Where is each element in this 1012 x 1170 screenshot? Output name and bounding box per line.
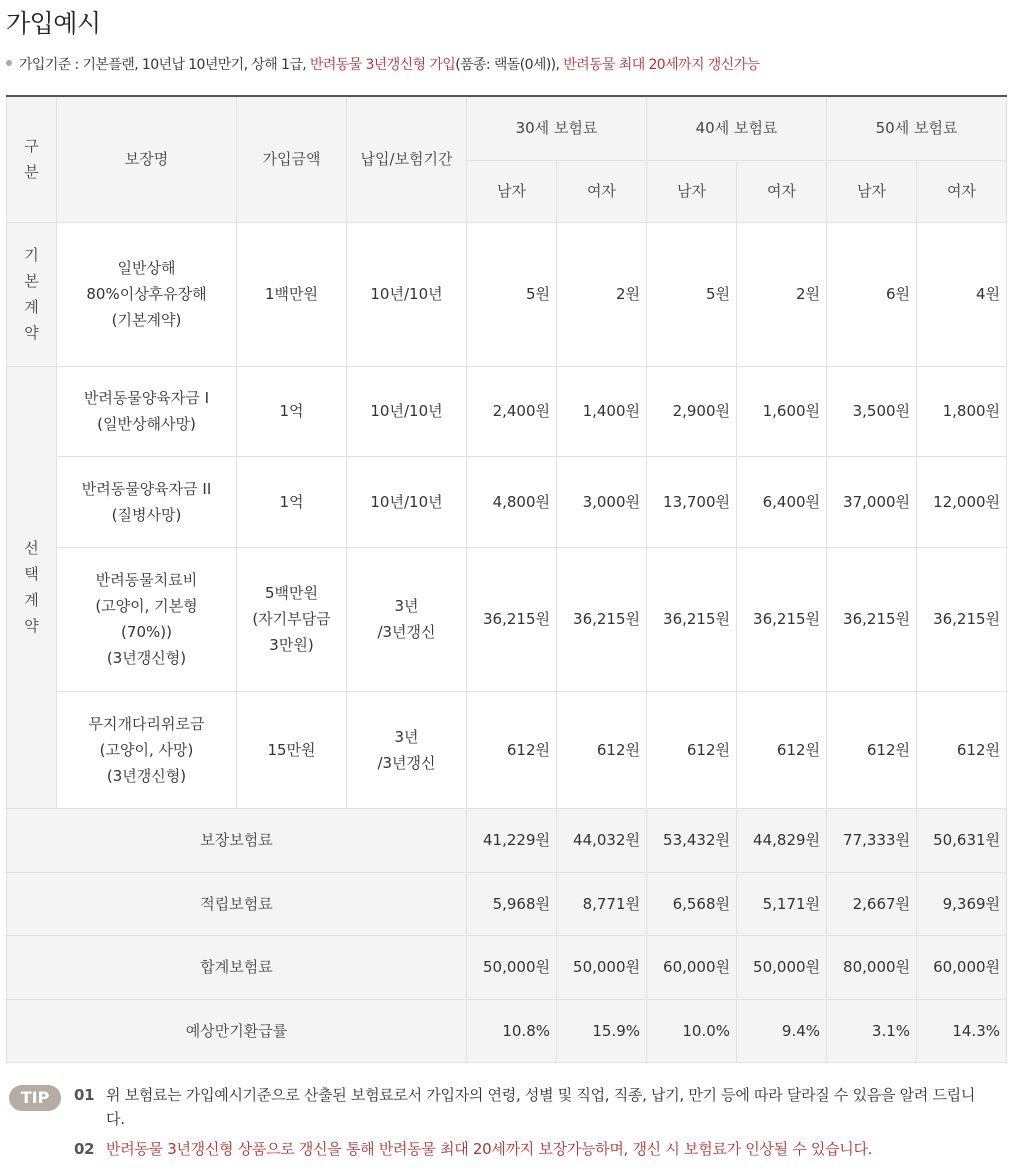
premium-cell: 2,400원 <box>467 366 557 456</box>
summary-value: 5,968원 <box>467 872 557 935</box>
premium-cell: 36,215원 <box>827 547 917 691</box>
summary-value: 5,171원 <box>737 872 827 935</box>
summary-value: 44,829원 <box>737 808 827 872</box>
summary-value: 77,333원 <box>827 808 917 872</box>
summary-value: 9.4% <box>737 999 827 1062</box>
tip-badge: TIP <box>9 1085 61 1111</box>
premium-cell: 36,215원 <box>557 547 647 691</box>
coverage-name: 무지개다리위로금 (고양이, 사망) (3년갱신형) <box>57 691 237 808</box>
coverage-name: 반려동물양육자금 I (일반상해사망) <box>57 366 237 456</box>
summary-value: 80,000원 <box>827 935 917 999</box>
premium-cell: 612원 <box>827 691 917 808</box>
tip-text: 위 보험료는 가입예시기준으로 산출된 보험료로서 가입자의 연령, 성별 및 직업, 직종, 납기, 만기 등에 따라 달라질 수 있음을 알려 드립니다. <box>106 1086 976 1128</box>
summary-value: 14.3% <box>917 999 1007 1062</box>
coverage-amount: 1억 <box>237 366 347 456</box>
summary-value: 3.1% <box>827 999 917 1062</box>
coverage-name: 일반상해 80%이상후유장해 (기본계약) <box>57 222 237 366</box>
coverage-rows <box>7 222 1007 808</box>
premium-cell: 36,215원 <box>647 547 737 691</box>
premium-cell: 36,215원 <box>917 547 1007 691</box>
criteria-highlight-renewal: 반려동물 3년갱신형 가입 <box>309 57 456 73</box>
group-basic-contract: 기본계약 <box>7 222 57 366</box>
coverage-period: 10년/10년 <box>347 456 467 547</box>
premium-cell: 612원 <box>917 691 1007 808</box>
summary-value: 41,229원 <box>467 808 557 872</box>
coverage-amount: 15만원 <box>237 691 347 808</box>
bullet-icon <box>6 60 12 66</box>
header-period: 납입/보험기간 <box>347 96 467 222</box>
coverage-row <box>7 691 1007 808</box>
premium-cell: 5원 <box>467 222 557 366</box>
coverage-amount: 5백만원 (자기부담금 3만원) <box>237 547 347 691</box>
premium-cell: 36,215원 <box>467 547 557 691</box>
summary-rows <box>7 808 1007 1062</box>
premium-cell: 612원 <box>557 691 647 808</box>
page-title: 가입예시 <box>6 9 101 38</box>
coverage-row <box>7 366 1007 456</box>
criteria-highlight-max-age: 반려동물 최대 20세까지 갱신가능 <box>563 57 760 73</box>
tip-item <box>74 1137 976 1161</box>
summary-value: 15.9% <box>557 999 647 1062</box>
summary-value: 50,000원 <box>737 935 827 999</box>
criteria-text: 가입기준 : 기본플랜, 10년납 10년만기, 상해 1급, <box>19 57 310 73</box>
header-age-50: 50세 보험료 <box>827 96 1007 160</box>
coverage-amount: 1억 <box>237 456 347 547</box>
premium-cell: 3,000원 <box>557 456 647 547</box>
premium-cell: 4,800원 <box>467 456 557 547</box>
summary-value: 10.8% <box>467 999 557 1062</box>
summary-label: 보장보험료 <box>7 808 467 872</box>
coverage-period: 3년 /3년갱신 <box>347 547 467 691</box>
premium-cell: 4원 <box>917 222 1007 366</box>
premium-cell: 6원 <box>827 222 917 366</box>
coverage-period: 3년 /3년갱신 <box>347 691 467 808</box>
header-age-30: 30세 보험료 <box>467 96 647 160</box>
tip-item <box>74 1083 976 1131</box>
summary-label: 합계보험료 <box>7 935 467 999</box>
summary-value: 50,000원 <box>467 935 557 999</box>
premium-cell: 612원 <box>467 691 557 808</box>
group-optional-contract: 선택계약 <box>7 366 57 808</box>
tip-text: 반려동물 3년갱신형 상품으로 갱신을 통해 반려동물 최대 20세까지 보장가능하며, 갱신 시 보험료가 인상될 수 있습니다. <box>106 1140 873 1158</box>
summary-value: 6,568원 <box>647 872 737 935</box>
premium-cell: 612원 <box>647 691 737 808</box>
summary-row <box>7 999 1007 1062</box>
premium-example-table <box>6 95 1007 1063</box>
premium-cell: 612원 <box>737 691 827 808</box>
premium-cell: 12,000원 <box>917 456 1007 547</box>
tip-number: 02 <box>74 1140 95 1158</box>
summary-row <box>7 935 1007 999</box>
premium-cell: 3,500원 <box>827 366 917 456</box>
summary-value: 8,771원 <box>557 872 647 935</box>
summary-label: 예상만기환급률 <box>7 999 467 1062</box>
premium-cell: 2원 <box>737 222 827 366</box>
summary-value: 44,032원 <box>557 808 647 872</box>
summary-value: 50,000원 <box>557 935 647 999</box>
summary-row <box>7 808 1007 872</box>
criteria-breed: (품종: 랙돌(0세)), <box>455 57 564 73</box>
header-female: 여자 <box>557 160 647 222</box>
header-amount: 가입금액 <box>237 96 347 222</box>
coverage-amount: 1백만원 <box>237 222 347 366</box>
coverage-row <box>7 547 1007 691</box>
summary-value: 60,000원 <box>917 935 1007 999</box>
tip-number: 01 <box>74 1086 95 1104</box>
summary-value: 53,432원 <box>647 808 737 872</box>
premium-cell: 2,900원 <box>647 366 737 456</box>
header-male: 남자 <box>647 160 737 222</box>
summary-value: 60,000원 <box>647 935 737 999</box>
premium-cell: 1,600원 <box>737 366 827 456</box>
coverage-row <box>7 222 1007 366</box>
summary-row <box>7 872 1007 935</box>
header-coverage-name: 보장명 <box>57 96 237 222</box>
premium-cell: 36,215원 <box>737 547 827 691</box>
premium-cell: 13,700원 <box>647 456 737 547</box>
premium-cell: 37,000원 <box>827 456 917 547</box>
header-male: 남자 <box>827 160 917 222</box>
header-age-40: 40세 보험료 <box>647 96 827 160</box>
coverage-name: 반려동물양육자금 II (질병사망) <box>57 456 237 547</box>
summary-value: 10.0% <box>647 999 737 1062</box>
premium-cell: 5원 <box>647 222 737 366</box>
premium-cell: 2원 <box>557 222 647 366</box>
premium-cell: 6,400원 <box>737 456 827 547</box>
summary-value: 9,369원 <box>917 872 1007 935</box>
premium-cell: 1,400원 <box>557 366 647 456</box>
coverage-period: 10년/10년 <box>347 222 467 366</box>
coverage-name: 반려동물치료비 (고양이, 기본형 (70%)) (3년갱신형) <box>57 547 237 691</box>
header-male: 남자 <box>467 160 557 222</box>
summary-label: 적립보험료 <box>7 872 467 935</box>
header-female: 여자 <box>917 160 1007 222</box>
coverage-period: 10년/10년 <box>347 366 467 456</box>
coverage-row <box>7 456 1007 547</box>
enrollment-criteria <box>6 54 759 74</box>
summary-value: 50,631원 <box>917 808 1007 872</box>
header-female: 여자 <box>737 160 827 222</box>
premium-cell: 1,800원 <box>917 366 1007 456</box>
header-category: 구분 <box>7 96 57 222</box>
summary-value: 2,667원 <box>827 872 917 935</box>
